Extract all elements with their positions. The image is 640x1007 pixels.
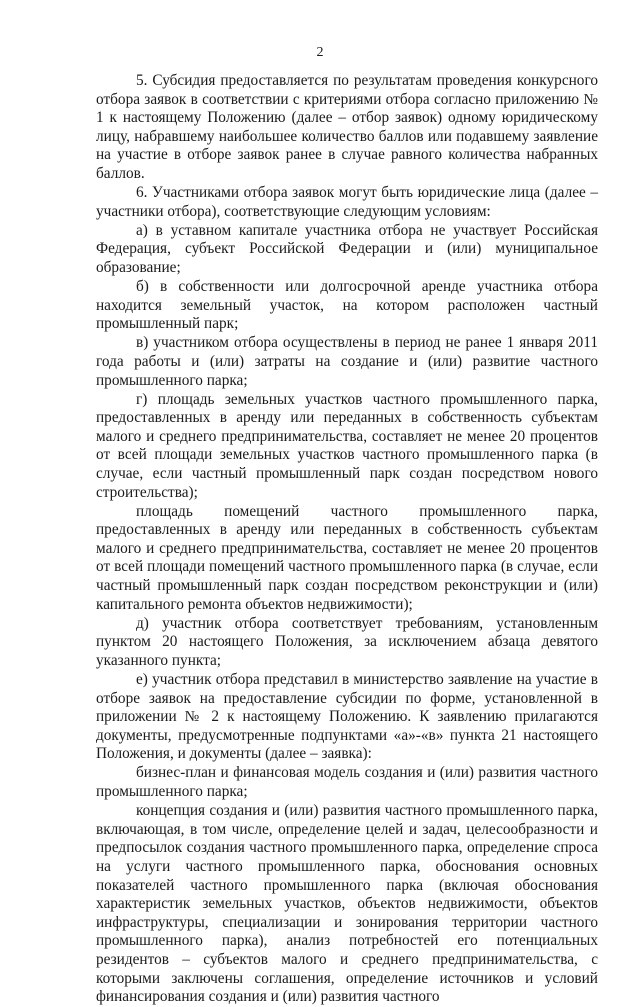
paragraph-clause-6g: г) площадь земельных участков частного промышленного парка, предоставленных в аренду или переданных в собственность субъектам малого и среднего предпринимательства, составляет не менее 20 процентов от всей площади земельных участков частного промышленного парка (в случае, если частный промышленный парк создан посредством нового строительства);	[96, 390, 598, 501]
paragraph-clause-6: 6. Участниками отбора заявок могут быть юридические лица (далее – участники отбора), соответствующие следующим условиям:	[96, 184, 598, 220]
paragraph-clause-6b: б) в собственности или долгосрочной аренде участника отбора находится земельный участок, на котором расположен частный промышленный парк;	[96, 278, 598, 333]
paragraph-concept: концепция создания и (или) развития частного промышленного парка, включающая, в том числе, определение целей и задач, целесообразности и предпосылок создания частного промышленного парка, определение спроса на услуги частного промышленного парка, обоснования основных показателей частного промышленного парка (включая обоснования характеристик земельных участков, объектов недвижимости, объектов инфраструктуры, специализации и зонирования территории частного промышленного парка), анализ потребностей его потенциальных резидентов – субъектов малого и среднего предпринимательства, с которыми заключены соглашения, определение источников и условий финансирования создания и (или) развития частного	[96, 802, 598, 1006]
paragraph-business-plan: бизнес-план и финансовая модель создания и (или) развития частного промышленного парка;	[96, 764, 598, 801]
paragraph-clause-6a: а) в уставном капитале участника отбора не участвует Российская Федерация, субъект Российской Федерации и (или) муниципальное образование;	[96, 221, 598, 276]
paragraph-clause-6v: в) участником отбора осуществлены в период не ранее 1 января 2011 года работы и (или) затраты на создание и (или) развитие частного промышленного парка;	[96, 334, 598, 389]
document-body	[96, 72, 598, 1007]
paragraph-clause-6e: е) участник отбора представил в министерство заявление на участие в отборе заявок на предоставление субсидии по форме, установленной в приложении № 2 к настоящему Положению. К заявлению прилагаются документы, предусмотренные подпунктами «а»-«в» пункта 21 настоящего Положения, и документы (далее – заявка):	[96, 671, 598, 763]
page-number: 2	[316, 45, 324, 60]
paragraph-premises-area: площадь помещений частного промышленного парка, предоставленных в аренду или переданных в собственность субъектам малого и среднего предпринимательства, составляет не менее 20 процентов от всей площади помещений частного промышленного парка (в случае, если частный промышленный парк создан посредством реконструкции и (или) капитального ремонта объектов недвижимости);	[96, 502, 598, 613]
paragraph-clause-5: 5. Субсидия предоставляется по результатам проведения конкурсного отбора заявок в соответствии с критериями отбора согласно приложению № 1 к настоящему Положению (далее – отбор заявок) одному юридическому лицу, набравшему наибольшее количество баллов или подавшему заявление на участие в отборе заявок ранее в случае равного количества набранных баллов.	[96, 72, 598, 182]
paragraph-clause-6d: д) участник отбора соответствует требованиям, установленным пунктом 20 настоящего Положения, за исключением абзаца девятого указанного пункта;	[96, 614, 598, 669]
